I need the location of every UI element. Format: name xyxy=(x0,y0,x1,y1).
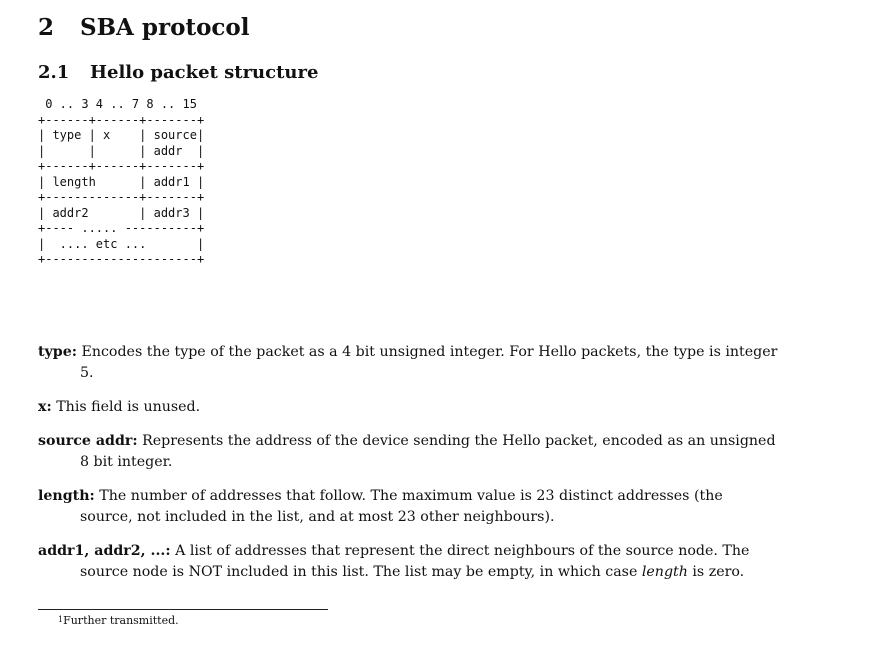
diagram-line: +------+------+-------+ xyxy=(38,159,205,173)
definition-text-end: is zero. xyxy=(687,564,745,580)
packet-structure-diagram xyxy=(38,97,204,268)
definition-term: length: xyxy=(38,488,95,504)
definition-text: The number of addresses that follow. The maximum value is 23 distinct addresses (the source, not included in the list, and at most 23 other neighbours). xyxy=(80,488,723,525)
diagram-line: +-------------+-------+ xyxy=(38,190,205,204)
definition-term: addr1, addr2, ...: xyxy=(38,543,171,559)
definition-text: Encodes the type of the packet as a 4 bit unsigned integer. For Hello packets, the type is integer 5. xyxy=(76,344,778,381)
definition-term: source addr: xyxy=(38,433,138,449)
diagram-line: | | | addr | xyxy=(38,143,205,158)
definition-term: type: xyxy=(38,344,77,360)
definition-addr-list xyxy=(38,541,778,583)
diagram-line: +------+------+-------+ xyxy=(38,112,205,127)
definition-length xyxy=(38,486,778,528)
definition-emphasis: length xyxy=(641,564,688,580)
diagram-line: +---------------------+ xyxy=(38,252,205,266)
definition-term: x: xyxy=(38,399,52,415)
section-heading xyxy=(38,14,250,41)
subsection-number: 2.1 xyxy=(38,62,70,83)
section-number: 2 xyxy=(38,14,55,41)
diagram-line: | type | x | source| xyxy=(38,128,205,142)
footnote xyxy=(58,614,179,628)
section-title: SBA protocol xyxy=(80,14,250,41)
definition-text: Represents the address of the device sending the Hello packet, encoded as an unsigned 8 bit integer. xyxy=(80,433,776,470)
diagram-line: | length | addr1 | xyxy=(38,174,205,189)
definition-source-addr xyxy=(38,431,778,473)
diagram-line: +---- ..... ----------+ xyxy=(38,221,205,235)
field-definitions xyxy=(38,342,778,596)
definition-text: A list of addresses that represent the direct neighbours of the source node. The source node is NOT included in this list. The list may be empty, in which case xyxy=(80,543,750,580)
diagram-line: | .... etc ... | xyxy=(38,236,205,251)
subsection-heading xyxy=(38,62,318,83)
footnote-marker: 1 xyxy=(58,615,64,624)
diagram-line-bit-ruler: 0 .. 3 4 .. 7 8 .. 15 xyxy=(38,97,197,111)
diagram-line: | addr2 | addr3 | xyxy=(38,205,205,220)
definition-x xyxy=(38,397,778,418)
footnote-rule xyxy=(38,609,328,610)
footnote-text: Further transmitted. xyxy=(63,614,179,627)
definition-text: This field is unused. xyxy=(51,399,201,415)
subsection-title: Hello packet structure xyxy=(90,62,319,83)
definition-type xyxy=(38,342,778,384)
